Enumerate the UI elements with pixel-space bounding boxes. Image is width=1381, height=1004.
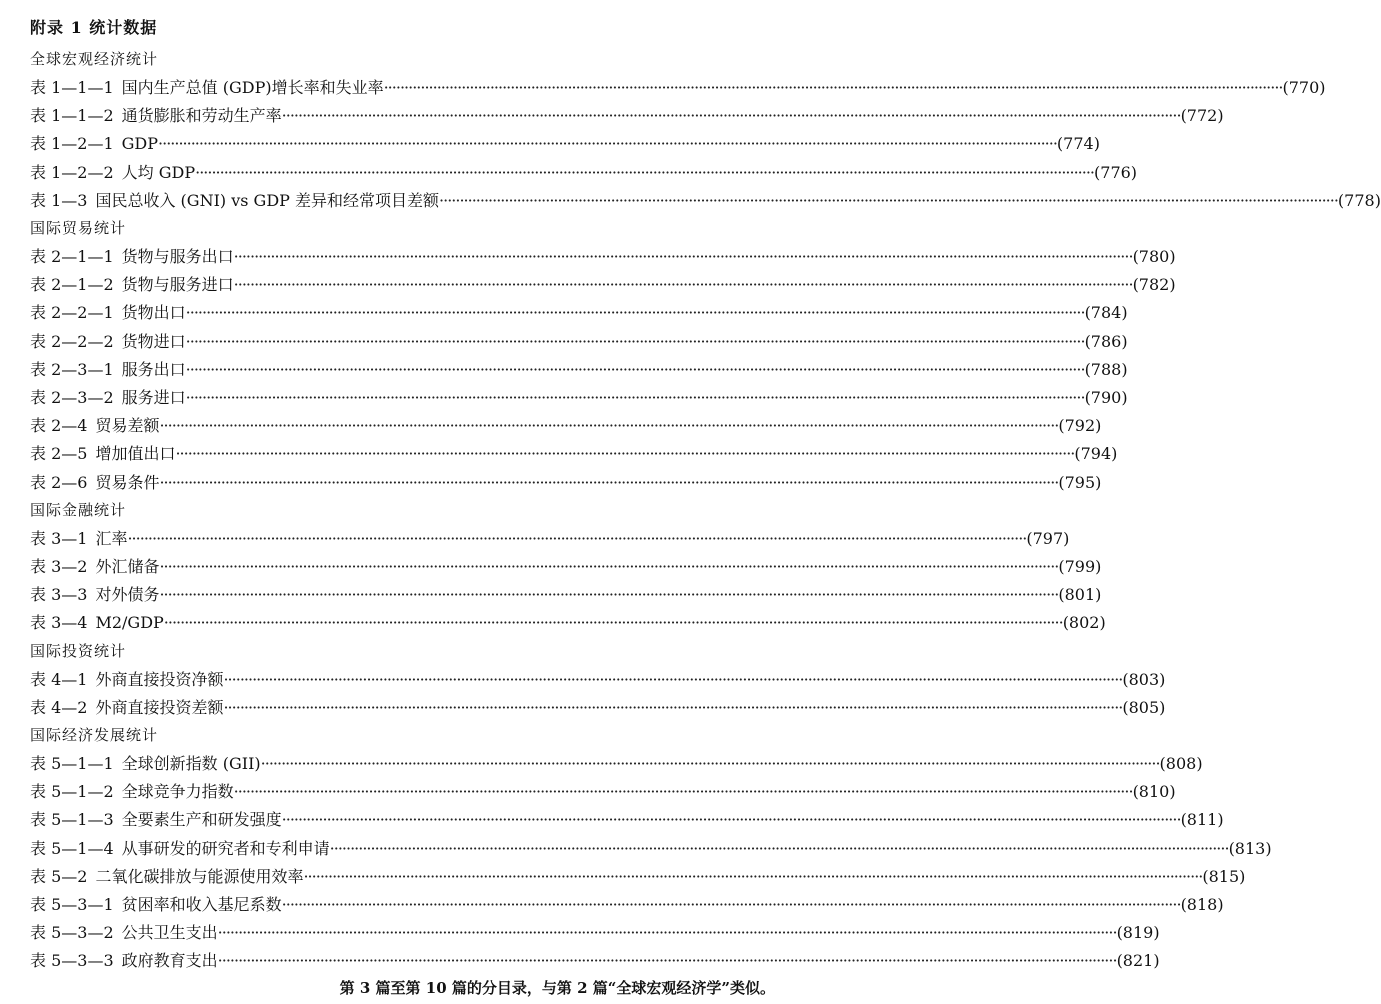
dot-leader: ···························································································································································································································· bbox=[195, 162, 1095, 182]
entry-page-number: (810) bbox=[1132, 782, 1176, 802]
entry-title: 二氧化碳排放与能源使用效率 bbox=[95, 866, 304, 886]
appendix-title: 附录 1 统计数据 bbox=[30, 18, 158, 37]
entry-title: 从事研发的研究者和专利申请 bbox=[121, 838, 330, 858]
entry-page-number: (792) bbox=[1058, 416, 1102, 436]
dot-leader: ···························································································································································································································· bbox=[163, 613, 1063, 633]
entry-title: 对外债务 bbox=[95, 585, 160, 605]
section-heading: 国际投资统计 bbox=[30, 641, 127, 660]
entry-page-number: (801) bbox=[1058, 585, 1102, 605]
toc-entry[interactable] bbox=[30, 300, 1128, 326]
entry-number: 表 2—2—2 bbox=[30, 331, 114, 351]
entry-title: 通货膨胀和劳动生产率 bbox=[121, 106, 282, 126]
entry-title: 外商直接投资净额 bbox=[95, 669, 224, 689]
dot-leader: ···························································································································································································································· bbox=[223, 697, 1123, 717]
entry-title: 增加值出口 bbox=[95, 444, 176, 464]
entry-number: 表 5—1—4 bbox=[30, 838, 114, 858]
entry-title: 人均 GDP bbox=[121, 162, 196, 182]
entry-number: 表 1—1—1 bbox=[30, 78, 114, 97]
entry-number: 表 2—4 bbox=[30, 416, 88, 436]
entry-page-number: (790) bbox=[1084, 388, 1128, 407]
entry-page-number: (797) bbox=[1026, 528, 1070, 548]
entry-number: 表 5—3—2 bbox=[30, 923, 114, 943]
entry-page-number: (784) bbox=[1084, 303, 1128, 323]
entry-number: 表 5—1—3 bbox=[30, 810, 114, 830]
dot-leader: ···························································································································································································································· bbox=[383, 78, 1283, 97]
entry-title: 外商直接投资差额 bbox=[95, 697, 224, 717]
entry-title: 货物与服务出口 bbox=[121, 247, 234, 266]
entry-page-number: (811) bbox=[1180, 810, 1224, 830]
entry-number: 表 3—2 bbox=[30, 557, 88, 576]
entry-title: 贸易差额 bbox=[95, 416, 160, 436]
toc-entry[interactable] bbox=[30, 526, 1070, 552]
dot-leader: ···························································································································································································································· bbox=[217, 951, 1117, 971]
toc-entry[interactable] bbox=[30, 188, 1381, 214]
dot-leader: ···························································································································································································································· bbox=[233, 275, 1133, 295]
entry-number: 表 5—3—3 bbox=[30, 951, 114, 971]
dot-leader: ···························································································································································································································· bbox=[175, 444, 1075, 464]
toc-entry[interactable] bbox=[30, 610, 1106, 636]
dot-leader: ···························································································································································································································· bbox=[329, 838, 1229, 858]
entry-page-number: (808) bbox=[1159, 754, 1203, 773]
entry-page-number: (821) bbox=[1116, 951, 1160, 971]
toc-entry[interactable] bbox=[30, 160, 1138, 186]
dot-leader: ···························································································································································································································· bbox=[185, 388, 1085, 407]
entry-number: 表 2—1—1 bbox=[30, 247, 114, 266]
dot-leader: ···························································································································································································································· bbox=[158, 134, 1057, 154]
dot-leader: ···························································································································································································································· bbox=[159, 416, 1059, 436]
toc-entry[interactable] bbox=[30, 807, 1224, 833]
entry-title: 服务进口 bbox=[121, 388, 186, 407]
entry-page-number: (815) bbox=[1202, 866, 1246, 886]
entry-title: 货物出口 bbox=[121, 303, 186, 323]
toc-entry[interactable] bbox=[30, 948, 1160, 974]
entry-title: 服务出口 bbox=[121, 359, 186, 379]
toc-entry[interactable] bbox=[30, 470, 1102, 496]
toc-entry[interactable] bbox=[30, 864, 1246, 890]
toc-entry[interactable] bbox=[30, 554, 1102, 580]
dot-leader: ···························································································································································································································· bbox=[281, 810, 1181, 830]
toc-entry[interactable] bbox=[30, 920, 1160, 946]
entry-title: 公共卫生支出 bbox=[121, 923, 218, 943]
entry-title: 贸易条件 bbox=[95, 472, 160, 492]
toc-entry[interactable] bbox=[30, 385, 1128, 411]
entry-page-number: (805) bbox=[1122, 697, 1166, 717]
entry-page-number: (770) bbox=[1282, 78, 1326, 97]
entry-page-number: (813) bbox=[1228, 838, 1272, 858]
dot-leader: ···························································································································································································································· bbox=[303, 866, 1203, 886]
footnote: 第 3 篇至第 10 篇的分目录，与第 2 篇“全球宏观经济学”类似。 bbox=[339, 979, 775, 997]
toc-entry[interactable] bbox=[30, 357, 1128, 383]
dot-leader: ···························································································································································································································· bbox=[260, 754, 1160, 773]
entry-number: 表 5—3—1 bbox=[30, 895, 114, 914]
toc-entry[interactable] bbox=[30, 892, 1224, 918]
entry-page-number: (772) bbox=[1180, 106, 1224, 126]
entry-number: 表 1—1—2 bbox=[30, 106, 114, 126]
entry-number: 表 3—4 bbox=[30, 613, 88, 633]
toc-entry[interactable] bbox=[30, 695, 1166, 721]
toc-entry[interactable] bbox=[30, 272, 1176, 298]
toc-entry[interactable] bbox=[30, 582, 1102, 608]
entry-number: 表 1—2—2 bbox=[30, 162, 114, 182]
dot-leader: ···························································································································································································································· bbox=[159, 585, 1059, 605]
entry-page-number: (780) bbox=[1132, 247, 1176, 266]
section-heading: 全球宏观经济统计 bbox=[30, 50, 159, 68]
toc-entry[interactable] bbox=[30, 75, 1326, 101]
entry-number: 表 5—1—1 bbox=[30, 754, 114, 773]
entry-number: 表 5—2 bbox=[30, 866, 88, 886]
section-heading: 国际经济发展统计 bbox=[30, 726, 159, 744]
toc-entry[interactable] bbox=[30, 103, 1224, 129]
dot-leader: ···························································································································································································································· bbox=[185, 359, 1085, 379]
toc-entry[interactable] bbox=[30, 836, 1272, 862]
entry-title: 货物进口 bbox=[121, 331, 186, 351]
entry-number: 表 2—3—2 bbox=[30, 388, 114, 407]
entry-title: 全球创新指数 (GII) bbox=[121, 754, 261, 773]
entry-title: 国内生产总值 (GDP)增长率和失业率 bbox=[121, 78, 384, 97]
entry-page-number: (786) bbox=[1084, 331, 1128, 351]
dot-leader: ···························································································································································································································· bbox=[281, 895, 1181, 914]
dot-leader: ···························································································································································································································· bbox=[439, 190, 1338, 210]
entry-title: 政府教育支出 bbox=[121, 951, 218, 971]
entry-title: 全球竞争力指数 bbox=[121, 782, 234, 802]
entry-page-number: (788) bbox=[1084, 359, 1128, 379]
dot-leader: ···························································································································································································································· bbox=[223, 669, 1123, 689]
entry-number: 表 2—5 bbox=[30, 444, 88, 464]
entry-number: 表 4—1 bbox=[30, 669, 88, 689]
entry-number: 表 3—1 bbox=[30, 528, 88, 548]
entry-number: 表 1—3 bbox=[30, 190, 88, 210]
entry-title: 全要素生产和研发强度 bbox=[121, 810, 282, 830]
entry-title: M2/GDP bbox=[95, 613, 164, 633]
toc-entry[interactable] bbox=[30, 667, 1166, 693]
entry-number: 表 2—3—1 bbox=[30, 359, 114, 379]
dot-leader: ···························································································································································································································· bbox=[217, 923, 1117, 943]
toc-entry[interactable] bbox=[30, 413, 1102, 439]
dot-leader: ···························································································································································································································· bbox=[159, 472, 1059, 492]
toc-entry[interactable] bbox=[30, 131, 1100, 157]
entry-title: 外汇储备 bbox=[95, 557, 160, 576]
entry-page-number: (782) bbox=[1132, 275, 1176, 295]
toc-entry[interactable] bbox=[30, 779, 1176, 805]
section-heading: 国际金融统计 bbox=[30, 500, 127, 519]
entry-page-number: (774) bbox=[1056, 134, 1100, 154]
entry-number: 表 2—6 bbox=[30, 472, 88, 492]
section-heading: 国际贸易统计 bbox=[30, 219, 127, 237]
entry-page-number: (799) bbox=[1058, 557, 1102, 576]
toc-entry[interactable] bbox=[30, 329, 1128, 355]
dot-leader: ···························································································································································································································· bbox=[233, 247, 1133, 266]
entry-number: 表 2—2—1 bbox=[30, 303, 114, 323]
dot-leader: ···························································································································································································································· bbox=[233, 782, 1133, 802]
entry-title: GDP bbox=[121, 134, 159, 154]
entry-page-number: (802) bbox=[1062, 613, 1106, 633]
entry-number: 表 4—2 bbox=[30, 697, 88, 717]
entry-number: 表 5—1—2 bbox=[30, 782, 114, 802]
entry-page-number: (803) bbox=[1122, 669, 1166, 689]
dot-leader: ···························································································································································································································· bbox=[185, 303, 1085, 323]
entry-title: 货物与服务进口 bbox=[121, 275, 234, 295]
entry-page-number: (818) bbox=[1180, 895, 1224, 914]
dot-leader: ···························································································································································································································· bbox=[281, 106, 1181, 126]
toc-entry[interactable] bbox=[30, 751, 1203, 777]
entry-page-number: (794) bbox=[1074, 444, 1118, 464]
entry-title: 贫困率和收入基尼系数 bbox=[121, 895, 282, 914]
dot-leader: ···························································································································································································································· bbox=[127, 528, 1027, 548]
dot-leader: ···························································································································································································································· bbox=[185, 331, 1085, 351]
entry-page-number: (778) bbox=[1337, 190, 1381, 210]
entry-number: 表 1—2—1 bbox=[30, 134, 114, 154]
toc-entry[interactable] bbox=[30, 441, 1118, 467]
entry-title: 汇率 bbox=[95, 528, 128, 548]
entry-page-number: (776) bbox=[1094, 162, 1138, 182]
toc-entry[interactable] bbox=[30, 244, 1176, 270]
dot-leader: ···························································································································································································································· bbox=[159, 557, 1059, 576]
entry-number: 表 3—3 bbox=[30, 585, 88, 605]
entry-page-number: (819) bbox=[1116, 923, 1160, 943]
entry-page-number: (795) bbox=[1058, 472, 1102, 492]
entry-title: 国民总收入 (GNI) vs GDP 差异和经常项目差额 bbox=[95, 190, 440, 210]
entry-number: 表 2—1—2 bbox=[30, 275, 114, 295]
